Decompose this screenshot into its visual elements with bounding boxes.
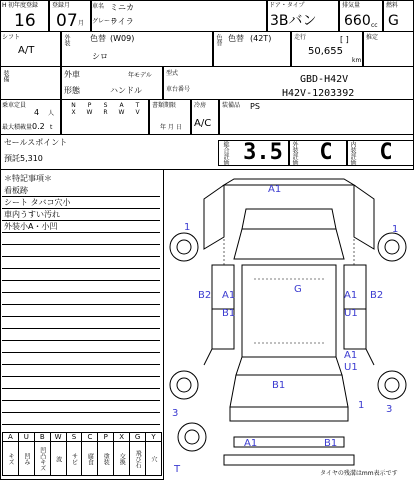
mark-b1-left: B1 (222, 308, 236, 319)
docs-label: 書類期限 (152, 102, 177, 109)
remarks-rule-line (2, 352, 160, 353)
remarks-rule-line (2, 316, 160, 317)
year-value: 16 (14, 11, 36, 31)
displacement-label: 排気量 (342, 2, 361, 9)
color-code: (W09) (110, 34, 135, 43)
displacement-unit: cc (371, 22, 378, 29)
month-value: 07 (56, 11, 78, 31)
mark-one-left: 1 (184, 222, 191, 233)
legend-meaning: サビ (66, 442, 82, 476)
legend-code: W (50, 433, 66, 442)
legend-meaning: 塗装 (98, 442, 114, 476)
legend-meaning: 凹み (18, 442, 34, 476)
mark-a1-right: A1 (344, 290, 358, 301)
mark-three-right: 3 (386, 404, 393, 415)
model-year-label: 年モデル (128, 72, 152, 79)
remarks-rule-line (2, 328, 160, 329)
sales-title: セールスポイント (4, 138, 68, 147)
legend-meaning: 腐食 (82, 442, 98, 476)
displacement-value: 660 (344, 13, 371, 29)
remarks-rule-line (2, 340, 160, 341)
load-value: 0.2 (32, 122, 45, 131)
mark-b1-bottom: B1 (324, 438, 338, 449)
fuel-label: 燃料 (386, 2, 399, 9)
shift-label: シフト (2, 34, 21, 41)
legend-code: X (114, 433, 130, 442)
legend-code: A (3, 433, 19, 442)
capacity-value: 4 (34, 108, 40, 117)
overall-label: 総合評価 (222, 141, 229, 165)
car-diagram (164, 169, 414, 480)
remarks-rule-line (2, 364, 160, 365)
legend-code: B (34, 433, 50, 442)
remarks-rule-line (2, 388, 160, 389)
remark-line-1: 看板跡 (4, 186, 28, 195)
mark-b1-rear: B1 (272, 380, 286, 391)
remarks-title: ＊特記事項＊ (4, 174, 52, 183)
options-value: PS (250, 102, 260, 111)
aircon-label: 外装 (63, 34, 70, 46)
remarks-rule-line (2, 196, 160, 197)
remarks-rule-line (2, 256, 160, 257)
remarks-rule-line (2, 304, 160, 305)
shift-value: A/T (18, 45, 35, 56)
nominal-label: 推定 (366, 34, 379, 41)
frame-no: H42V-1203392 (282, 88, 355, 99)
model-code: GBD-H42V (300, 74, 349, 85)
overall-score: 3.5 (243, 140, 283, 165)
door-type-label: ドア・タイプ (269, 2, 305, 9)
mileage-value: 50,655 (308, 46, 343, 57)
interior-score-label: 内装評価 (349, 141, 356, 165)
capacity-label: 乗車定員 (2, 102, 27, 109)
mark-one-rear: 1 (358, 400, 365, 411)
chassis-label: 型式 (166, 70, 179, 77)
month-unit: 月 (78, 20, 85, 27)
interior-score: C (379, 140, 393, 165)
load-unit: t (50, 124, 53, 131)
color-value: シロ (92, 52, 108, 61)
remarks-rule-line (2, 400, 160, 401)
legend-meaning: キズ (3, 442, 19, 476)
legend-meaning: 凹凸キズ (34, 442, 50, 476)
equipment-label: 装備 (2, 70, 9, 82)
mark-u1-right2: U1 (344, 362, 358, 373)
remarks-rule-line (2, 220, 160, 221)
door-type-value: 3Bバン (270, 13, 317, 29)
grade-label: グレード (92, 18, 117, 25)
mark-t: T (174, 464, 181, 475)
remarks-rule-line (2, 232, 160, 233)
mileage-unit: km (352, 57, 362, 64)
mark-a1-right2: A1 (344, 350, 358, 361)
exterior-score: C (319, 140, 333, 165)
remarks-rule-line (2, 376, 160, 377)
era-label: H (2, 2, 7, 9)
color-change-code: (42T) (250, 34, 272, 43)
legend-code: C (82, 433, 98, 442)
mark-a1-bottom-left: A1 (244, 438, 258, 449)
capacity-unit: 人 (48, 110, 55, 117)
ac-value: A/C (194, 118, 212, 129)
car-name-label: 車名 (92, 3, 105, 10)
legend-meaning: 飛び石 (130, 442, 146, 476)
mileage-label: 走行 (294, 34, 307, 41)
fuel-value: G (388, 13, 399, 29)
reg-month-label: 登録月 (52, 2, 71, 9)
damage-legend (2, 432, 162, 476)
legend-code: S (66, 433, 82, 442)
legend-code: Y (146, 433, 162, 442)
options-label: 装備品 (222, 102, 241, 109)
remark-line-2: シート タバコ穴小 (4, 198, 71, 207)
legend-code: P (98, 433, 114, 442)
mark-a1-left: A1 (222, 290, 236, 301)
remarks-rule-line (2, 208, 160, 209)
car-name-value: ミニカ (110, 3, 134, 12)
legend-code: G (130, 433, 146, 442)
docs-unit: 年 月 日 (160, 124, 182, 131)
handle-label: ハンドル (110, 86, 142, 95)
remarks-rule-line (2, 292, 160, 293)
legend-code: U (18, 433, 34, 442)
remark-line-3: 車内うすい汚れ (4, 210, 60, 219)
mark-b2-right: B2 (370, 290, 384, 301)
mark-u1-right: U1 (344, 308, 358, 319)
remarks-rule-line (2, 280, 160, 281)
mark-one-right: 1 (392, 224, 399, 235)
color-label: 色替 (90, 34, 106, 43)
ac-label: 冷房 (194, 102, 207, 109)
mark-a1-top: A1 (268, 184, 282, 195)
remarks-rule-line (2, 244, 160, 245)
legend-meaning: 波 (50, 442, 66, 476)
row-4 (0, 99, 414, 135)
exterior-score-label: 外装評価 (291, 141, 298, 165)
remarks-rule-line (2, 412, 160, 413)
legend-meaning: 交換 (114, 442, 130, 476)
exterior-label: 外車 (64, 70, 80, 79)
color-change-label: 色替 (228, 34, 244, 43)
recycle-fee: 預託5,310 (4, 154, 43, 163)
grade-value: ライラ (110, 17, 134, 26)
remarks-rule-line (2, 268, 160, 269)
shape-label: 形態 (64, 86, 80, 95)
tire-note: タイヤの残溝はmm表示です (320, 470, 398, 477)
first-reg-label: 初年度登録 (8, 2, 39, 9)
remark-line-4: 外装小A・小凹 (4, 222, 58, 231)
mark-three-left: 3 (172, 408, 179, 419)
chassis-no-label: 車台番号 (166, 86, 191, 93)
load-label: 最大積載量 (2, 124, 33, 131)
mark-b2-left: B2 (198, 290, 212, 301)
legend-meaning: 穴 (146, 442, 162, 476)
remarks-rule-line (2, 424, 160, 425)
mark-g-roof: G (294, 284, 302, 295)
